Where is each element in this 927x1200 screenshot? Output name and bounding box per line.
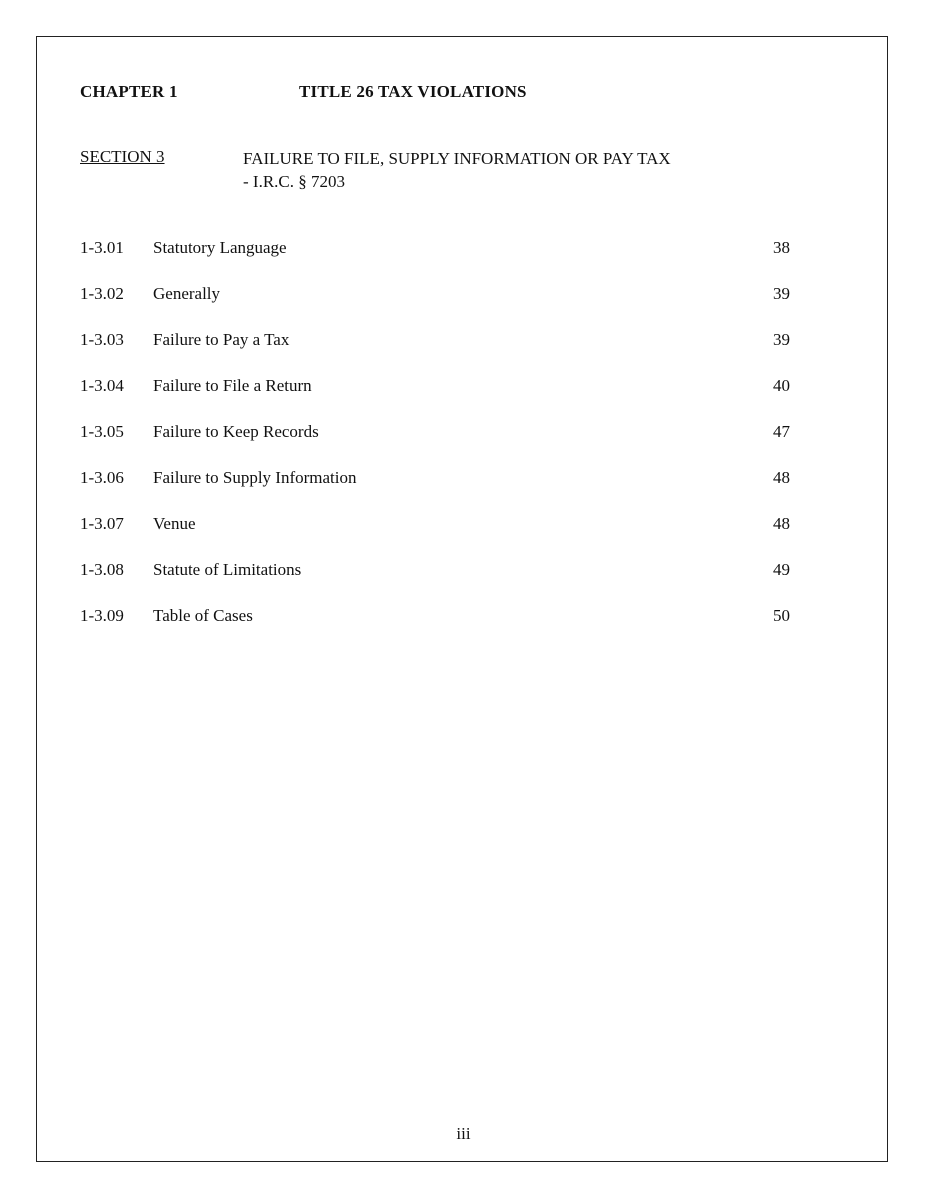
toc-entry-number: 1-3.03 xyxy=(80,330,124,349)
toc-entry-number: 1-3.08 xyxy=(80,560,124,579)
toc-entry xyxy=(80,560,792,606)
toc-entry-page: 50 xyxy=(773,606,790,625)
chapter-title: TITLE 26 TAX VIOLATIONS xyxy=(299,82,527,101)
section-title-line-1: FAILURE TO FILE, SUPPLY INFORMATION OR PAY TAX xyxy=(243,149,671,168)
toc-entry-page: 38 xyxy=(773,238,790,257)
toc-entry-number: 1-3.06 xyxy=(80,468,124,487)
toc-entry-title: Table of Cases xyxy=(153,606,253,625)
toc-entry xyxy=(80,514,792,560)
toc-entry-number: 1-3.01 xyxy=(80,238,124,257)
toc-entry-number: 1-3.09 xyxy=(80,606,124,625)
toc-entry-number: 1-3.04 xyxy=(80,376,124,395)
toc-entry-page: 49 xyxy=(773,560,790,579)
toc-entry xyxy=(80,422,792,468)
toc-entry-title: Failure to Pay a Tax xyxy=(153,330,290,349)
toc-entry-title: Venue xyxy=(153,514,196,533)
toc-entry-number: 1-3.02 xyxy=(80,284,124,303)
toc-entry xyxy=(80,376,792,422)
toc-entry-page: 48 xyxy=(773,514,790,533)
toc-entry xyxy=(80,468,792,514)
toc-entry xyxy=(80,606,792,652)
section-title xyxy=(243,147,743,193)
toc-entry-title: Generally xyxy=(153,284,221,303)
table-of-contents xyxy=(80,238,792,652)
toc-entry xyxy=(80,284,792,330)
toc-entry-title: Failure to Supply Information xyxy=(153,468,357,487)
toc-entry-title: Failure to Keep Records xyxy=(153,422,319,441)
toc-entry-title: Statutory Language xyxy=(153,238,287,257)
chapter-number: CHAPTER 1 xyxy=(80,82,178,101)
toc-entry-number: 1-3.05 xyxy=(80,422,124,441)
toc-entry-page: 40 xyxy=(773,376,790,395)
toc-entry-page: 48 xyxy=(773,468,790,487)
toc-entry-number: 1-3.07 xyxy=(80,514,124,533)
toc-entry-title: Failure to File a Return xyxy=(153,376,312,395)
toc-entry-page: 47 xyxy=(773,422,790,441)
toc-entry xyxy=(80,238,792,284)
toc-entry xyxy=(80,330,792,376)
toc-entry-page: 39 xyxy=(773,284,790,303)
page-number: iii xyxy=(456,1124,471,1143)
section-label: SECTION 3 xyxy=(80,147,165,166)
toc-entry-page: 39 xyxy=(773,330,790,349)
section-title-line-2: - I.R.C. § 7203 xyxy=(243,172,345,191)
toc-entry-title: Statute of Limitations xyxy=(153,560,302,579)
